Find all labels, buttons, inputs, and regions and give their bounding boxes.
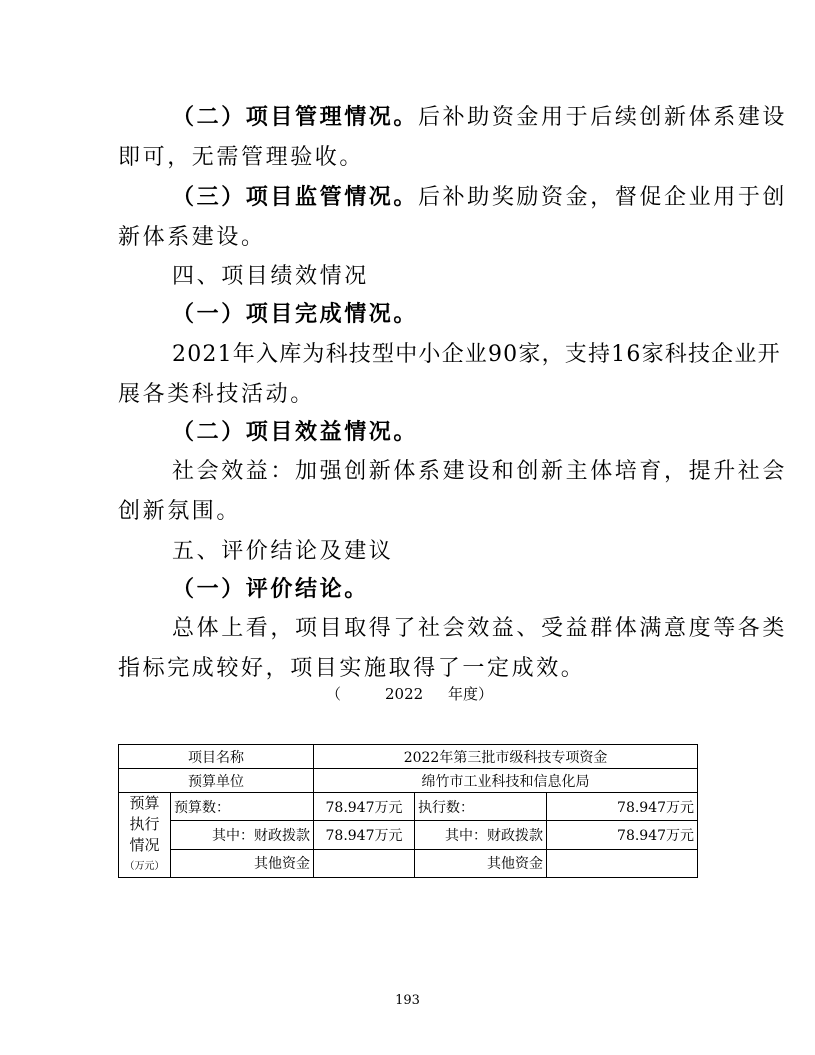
cell-fiscal-exec-label: 其中：财政拨款 <box>415 821 547 849</box>
heading-project-benefit: （二）项目效益情况。 <box>172 420 419 445</box>
text-evaluation-conclusion: 总体上看，项目取得了社会效益、受益群体满意度等各类 <box>172 616 788 641</box>
text-project-benefit: 社会效益：加强创新体系建设和创新主体培育，提升社会 <box>172 459 788 484</box>
table-row-budget-amount <box>119 793 698 821</box>
heading-evaluation-conclusion: （一）评价结论。 <box>172 577 369 602</box>
cell-budget-value: 78.947万元 <box>314 793 415 821</box>
cell-other-exec <box>547 849 698 877</box>
budget-table <box>118 744 698 878</box>
table-row-other-funds <box>119 849 698 877</box>
cell-budget-label: 预算数： <box>171 793 314 821</box>
text-evaluation-conclusion-cont: 指标完成较好，项目实施取得了一定成效。 <box>118 656 586 681</box>
section-heading-conclusion: 五、评价结论及建议 <box>172 539 394 564</box>
section-heading-performance: 四、项目绩效情况 <box>172 264 369 289</box>
paragraph-project-management <box>172 103 787 133</box>
cell-project-name-value: 2022年第三批市级科技专项资金 <box>314 745 698 769</box>
table-row-budget-unit <box>119 769 698 793</box>
text-project-management: 后补助资金用于后续创新体系建设 <box>418 105 788 130</box>
cell-other-label: 其他资金 <box>171 849 314 877</box>
year-suffix: 年度） <box>448 685 494 703</box>
text-project-supervision-cont: 新体系建设。 <box>118 225 266 250</box>
heading-project-management: （二）项目管理情况。 <box>172 105 419 130</box>
cell-budget-execution-label <box>119 793 171 878</box>
year-open-paren: （ <box>326 685 342 703</box>
text-project-management-cont: 即可，无需管理验收。 <box>118 145 365 170</box>
year-value: 2022 <box>385 685 424 703</box>
text-project-completion-cont: 展各类科技活动。 <box>118 382 315 407</box>
text-project-benefit-cont: 创新氛围。 <box>118 499 242 524</box>
page-number: 193 <box>395 993 420 1008</box>
heading-project-completion: （一）项目完成情况。 <box>172 302 419 327</box>
cell-fiscal-label: 其中：财政拨款 <box>171 821 314 849</box>
side-label-line-3: 情况 <box>129 836 160 854</box>
side-label-line-2: 执行 <box>129 815 160 833</box>
cell-exec-value: 78.947万元 <box>547 793 698 821</box>
side-label-unit: （万元） <box>124 861 165 872</box>
cell-fiscal-exec: 78.947万元 <box>547 821 698 849</box>
heading-project-supervision: （三）项目监管情况。 <box>172 185 419 210</box>
cell-other-budget <box>314 849 415 877</box>
text-project-completion: 2021年入库为科技型中小企业90家，支持16家科技企业开 <box>172 342 781 367</box>
table-row-fiscal <box>119 821 698 849</box>
text-project-supervision: 后补助奖励资金，督促企业用于创 <box>418 185 788 210</box>
cell-exec-label: 执行数： <box>415 793 547 821</box>
paragraph-project-supervision <box>172 183 787 213</box>
cell-fiscal-budget: 78.947万元 <box>314 821 415 849</box>
cell-other-exec-label: 其他资金 <box>415 849 547 877</box>
table-row-project-name <box>119 745 698 769</box>
side-label-line-1: 预算 <box>129 794 160 812</box>
cell-project-name-label: 项目名称 <box>119 745 314 769</box>
cell-budget-unit-value: 绵竹市工业科技和信息化局 <box>314 769 698 793</box>
cell-budget-unit-label: 预算单位 <box>119 769 314 793</box>
